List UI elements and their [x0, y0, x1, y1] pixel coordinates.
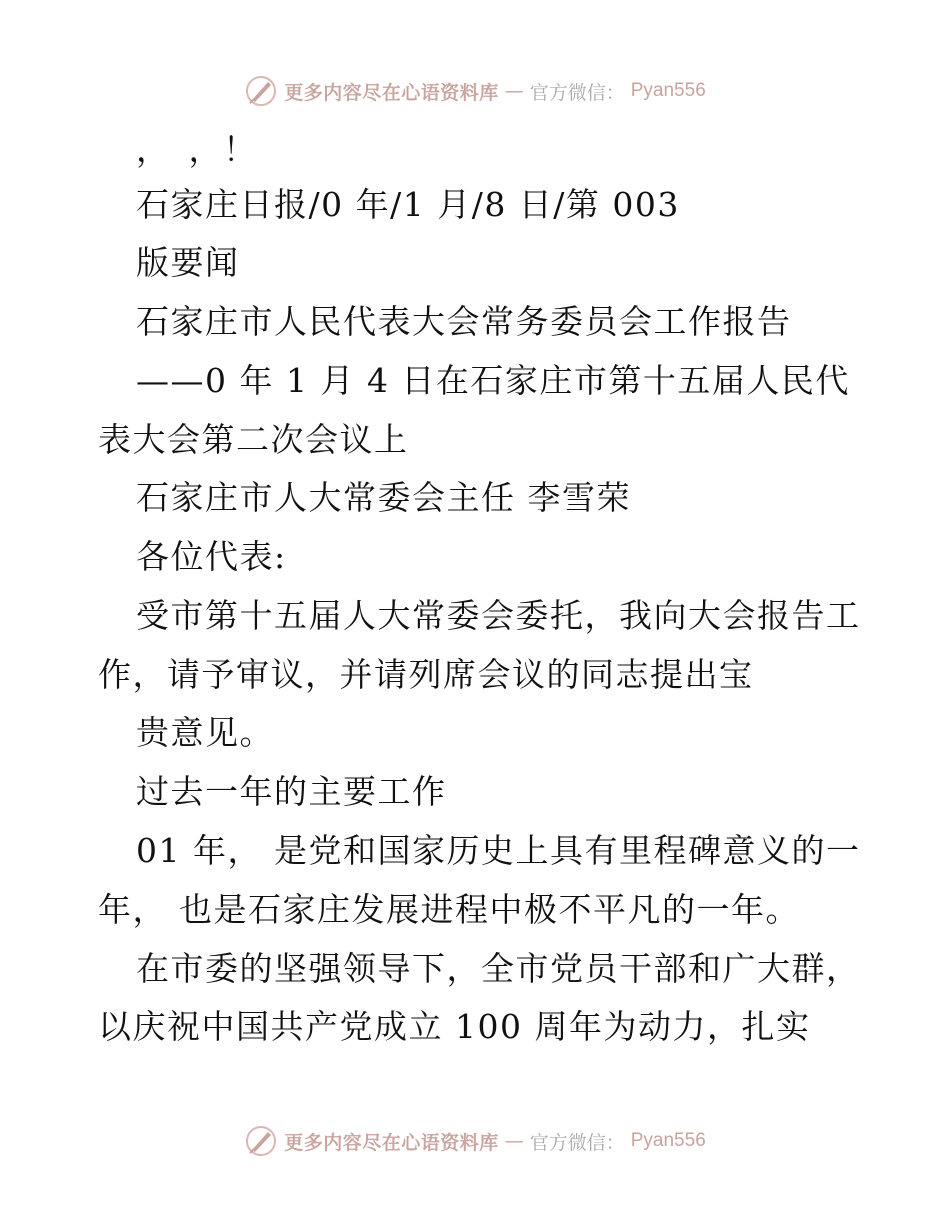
watermark-footer [0, 1124, 950, 1158]
source-line: 石家庄日报/0 年/1 月/8 日/第 003 [136, 185, 680, 224]
paragraph-line: 受市第十五届人大常委会委托，我向大会报告工 [136, 596, 861, 635]
watermark-wechat-id: Pyan556 [630, 1130, 706, 1151]
report-subtitle: ——0 年 1 月 4 日在石家庄市第十五届人民代 [136, 361, 850, 400]
salutation: 各位代表: [136, 537, 287, 576]
quill-logo-icon [244, 1124, 278, 1158]
section-heading: 过去一年的主要工作 [136, 772, 447, 811]
watermark-text: 更多内容尽在心语资料库 [284, 81, 499, 104]
paragraph-line: 年， 也是石家庄发展进程中极不平凡的一年。 [98, 890, 800, 929]
quill-logo-icon [244, 74, 278, 108]
paragraph-line: 以庆祝中国共产党成立 100 周年为动力，扎实 [98, 1007, 811, 1046]
paragraph-line: 贵意见。 [136, 713, 274, 752]
watermark-wechat-id: Pyan556 [630, 80, 706, 101]
paragraph-line: 在市委的坚强领导下，全市党员干部和广大群， [136, 949, 861, 988]
source-line-continued: 版要闻 [136, 243, 240, 282]
watermark-dash: — [504, 80, 524, 102]
watermark-label: 官方微信： [529, 1131, 625, 1154]
report-title: 石家庄市人民代表大会常务委员会工作报告 [136, 302, 792, 341]
report-author: 石家庄市人大常委会主任 李雪荣 [136, 478, 631, 517]
watermark-header [0, 74, 950, 108]
paragraph-line: 作，请予审议，并请列席会议的同志提出宝 [98, 655, 754, 694]
paragraph-line: 01 年， 是党和国家历史上具有里程碑意义的一 [136, 831, 861, 870]
watermark-dash: — [504, 1130, 524, 1152]
punctuation-line: ， ，！ [136, 130, 258, 169]
report-subtitle-continued: 表大会第二次会议上 [98, 420, 409, 459]
watermark-label: 官方微信： [529, 81, 625, 104]
watermark-text: 更多内容尽在心语资料库 [284, 1131, 499, 1154]
